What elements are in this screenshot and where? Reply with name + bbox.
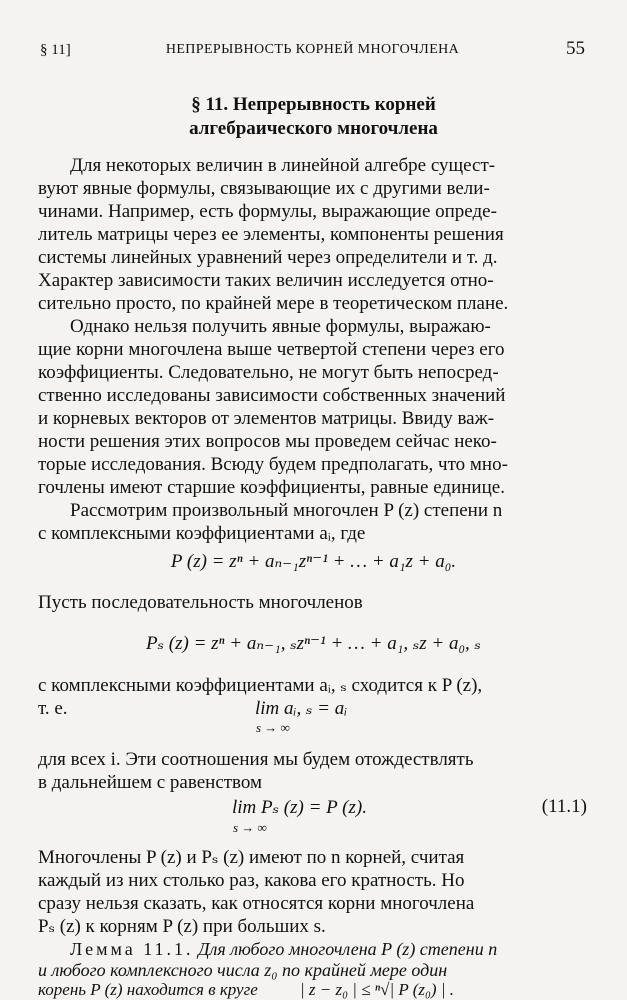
- paragraph-6: [38, 748, 588, 794]
- text-line: каждый из них столько раз, какова его кратность. Но: [38, 870, 465, 891]
- text-line: сразу нельзя сказать, как относятся корни многочлена: [38, 893, 475, 914]
- limit-coefficients-subscript: s → ∞: [256, 720, 290, 735]
- formula-sequence: Pₛ (z) = zⁿ + aₙ₋₁, ₛzⁿ⁻¹ + … + a₁, ₛz + a₀, ₛ: [146, 633, 481, 654]
- limit-equation-subscript: s → ∞: [233, 820, 267, 835]
- lemma-tail: [0, 980, 627, 1000]
- text-line: Pₛ (z) к корням P (z) при больших s.: [38, 916, 326, 937]
- text-line: в дальнейшем с равенством: [38, 772, 263, 793]
- text-line: ственно исследованы зависимости собственных значений: [38, 385, 506, 406]
- limit-equation: lim Pₛ (z) = P (z).: [232, 797, 367, 818]
- limit-coefficients: lim aᵢ, ₛ = aᵢ: [255, 698, 348, 719]
- paragraph-3: [38, 499, 588, 545]
- text-line: гочлены имеют старшие коэффициенты, равные единице.: [38, 477, 505, 498]
- text-line: коэффициенты. Следовательно, не могут быть непосред-: [38, 362, 499, 383]
- paragraph-4: [38, 591, 588, 614]
- text-line: Пусть последовательность многочленов: [38, 592, 363, 613]
- formula-disk: | z − z₀ | ≤ ⁿ√| P (z₀) | .: [300, 980, 454, 999]
- running-title: НЕПРЕРЫВНОСТЬ КОРНЕЙ МНОГОЧЛЕНА: [165, 42, 460, 57]
- text-line: системы линейных уравнений через определители и т. д.: [38, 247, 498, 268]
- text-line: Однако нельзя получить явные формулы, выражаю-: [70, 316, 491, 337]
- text-line: Многочлены P (z) и Pₛ (z) имеют по n корней, считая: [38, 847, 465, 868]
- text-line: чинами. Например, есть формулы, выражающие опреде-: [38, 201, 497, 222]
- running-header: [40, 40, 585, 62]
- lemma-line-2: и любого комплексного числа z₀ по крайней мере один: [38, 960, 448, 980]
- formula-polynomial: P (z) = zⁿ + aₙ₋₁zⁿ⁻¹ + … + a₁z + a₀.: [170, 551, 457, 572]
- text-line: с комплексными коэффициентами aᵢ, где: [38, 523, 366, 544]
- text-line: щие корни многочлена выше четвертой степени через его: [38, 339, 505, 360]
- lemma-line-3: корень P (z) находится в круге: [38, 980, 258, 999]
- text-line: вуют явные формулы, связывающие их с другими вели-: [38, 178, 490, 199]
- text-line: торые исследования. Всюду будем предполагать, что мно-: [38, 454, 508, 475]
- equation-number: (11.1): [541, 796, 587, 817]
- section-title-line-1: § 11. Непрерывность корней: [191, 94, 436, 115]
- lemma-label: Лемма 11.1.: [70, 939, 194, 959]
- lemma-line-1: [38, 938, 588, 961]
- section-title-line-2: алгебраического многочлена: [189, 118, 438, 139]
- text-line: литель матрицы через ее элементы, компоненты решения: [38, 224, 504, 245]
- text-line: сительно просто, по крайней мере в теоретическом плане.: [38, 293, 509, 314]
- paragraph-1: [38, 154, 588, 315]
- paragraph-7: [38, 846, 588, 938]
- text-line: Рассмотрим произвольный многочлен P (z) степени n: [70, 500, 503, 521]
- paragraph-2: [38, 315, 588, 499]
- text-line: т. е.: [38, 698, 68, 719]
- lemma-statement: [38, 938, 588, 961]
- text-line: для всех i. Эти соотношения мы будем отождествлять: [38, 749, 474, 770]
- lemma-text: Для любого многочлена P (z) степени n: [198, 939, 498, 959]
- lemma-continuation: [38, 961, 588, 980]
- text-line: ности решения этих вопросов мы проведем сейчас неко-: [38, 431, 497, 452]
- text-line: Характер зависимости таких величин исследуется отно-: [38, 270, 494, 291]
- page-number: 55: [566, 38, 585, 59]
- section-ref: § 11]: [40, 42, 71, 58]
- text-line: с комплексными коэффициентами aᵢ, ₛ сходится к P (z),: [38, 675, 483, 696]
- section-title: [60, 93, 567, 141]
- text-line: и корневых векторов от элементов матрицы. Ввиду важ-: [38, 408, 495, 429]
- text-line: Для некоторых величин в линейной алгебре сущест-: [70, 155, 496, 176]
